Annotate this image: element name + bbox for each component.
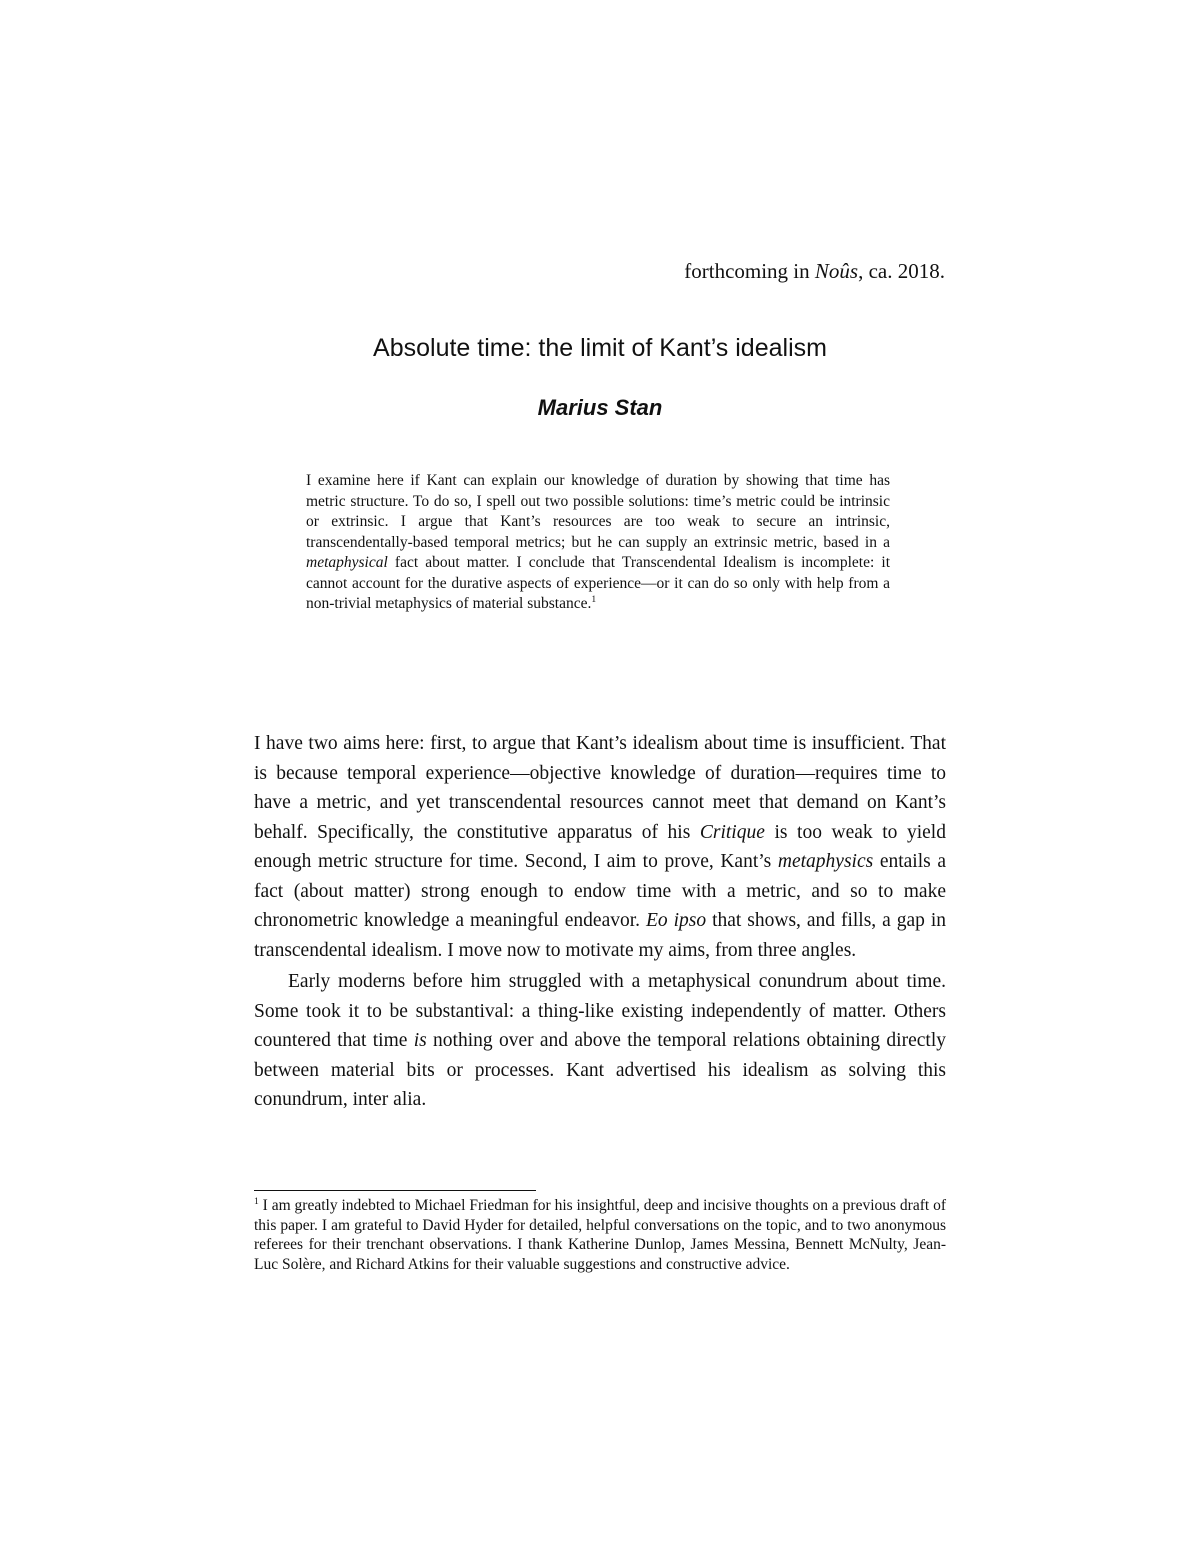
paragraph [254,729,946,965]
paragraph [254,967,946,1115]
footnote-number: 1 [254,1195,259,1207]
paragraph-text: nothing over and above the temporal relations obtaining directly between material bits or processes. Kant advertised his idealism as solving this conundrum, inter alia. [254,1030,946,1110]
abstract [306,471,890,615]
emphasis: Critique [699,821,765,843]
footnote [254,1196,946,1274]
abstract-text: I examine here if Kant can explain our knowledge of duration by showing that time has metric structure. To do so, I spell out two possible solutions: time’s metric could be intrinsic or extrinsic. I argue that Kant’s resources are too weak to secure an intrinsic, transcendentally-based temporal metrics; but he can supply an extrinsic metric, based in a [306,472,890,551]
emphasis: metaphysics [777,851,874,872]
publication-suffix: , ca. 2018. [858,259,945,283]
emphasis: is [413,1030,427,1051]
body-text [254,729,946,1115]
footnote-separator [254,1190,536,1191]
journal-name: Noûs [814,259,859,283]
paper-title: Absolute time: the limit of Kant’s idealism [373,334,827,362]
paragraph-text: I have two aims here: first, to argue that Kant’s idealism about time is insufficient. That is because temporal experience—objective knowledge of duration—requires time to have a metric, and yet transcendental resources cannot meet that demand on Kant’s behalf. Specifically, the constitutive apparatus of his [254,733,946,843]
paragraph-text: is too weak to yield enough metric structure for time. Second, I aim to prove, Kant’s [254,821,946,872]
author-name: Marius Stan [537,395,663,420]
paragraph-text: Early moderns before him struggled with a metaphysical conundrum about time. Some took it to be substantival: a thing-like existing independently of matter. Others countered that time [254,971,946,1051]
emphasis: Eo ipso [646,910,707,931]
publication-note [600,256,945,286]
footnote-text: I am greatly indebted to Michael Friedman for his insightful, deep and incisive thoughts on a previous draft of this paper. I am grateful to David Hyder for detailed, helpful conversations on the topic, and to two anonymous referees for their trenchant observations. I thank Katherine Dunlop, James Messina, Bennett McNulty, Jean-Luc Solère, and Richard Atkins for their valuable suggestions and constructive advice. [254,1197,946,1273]
abstract-text: fact about matter. I conclude that Transcendental Idealism is incomplete: it cannot account for the durative aspects of experience—or it can do so only with help from a non-trivial metaphysics of material substance. [306,554,890,612]
footnote-reference[interactable]: 1 [591,593,597,605]
publication-prefix: forthcoming in [684,259,815,283]
paragraph-text: entails a fact (about matter) strong enough to endow time with a metric, and so to make chronometric knowledge a meaningful endeavor. [254,851,946,931]
paragraph-text: that shows, and fills, a gap in transcendental idealism. I move now to motivate my aims, from three angles. [254,910,946,961]
abstract-emphasis: metaphysical [306,554,388,571]
